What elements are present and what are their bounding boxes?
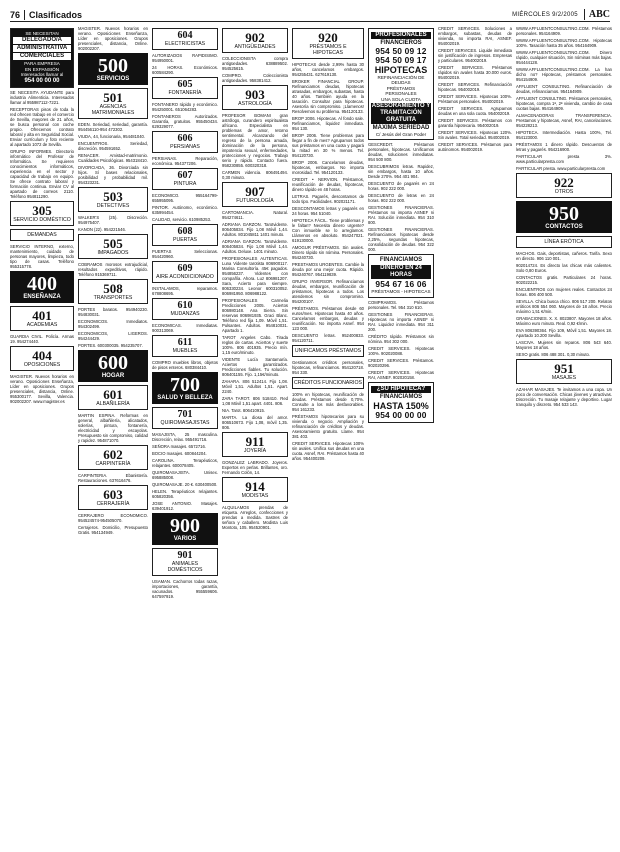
classified-ad: SEÑORA masajes. 6572716. xyxy=(152,444,207,449)
section-number: 922 xyxy=(554,175,574,190)
classified-ad: PERSIANAS. Reparación, económica. 954377206. xyxy=(152,156,218,166)
classified-ad: COMPRAMOS. Préstamos personales. Tel. 954 310 610. xyxy=(368,299,434,310)
classified-ad: PORTES baratos. 954940230. 954830031. xyxy=(78,307,148,317)
classified-ad: ECONOMICO. 955164799-655955095. xyxy=(152,193,218,203)
section-number: 903 xyxy=(245,87,265,102)
classified-ad: CREDIT SERVICES. Préstamos. 902020296. xyxy=(368,357,434,368)
column-5 xyxy=(292,26,364,844)
column-7 xyxy=(438,26,512,844)
ad-line: MÁXIMA SERIEDAD xyxy=(372,125,430,132)
classified-ad: WWW.AFFLUENTCONSULTING.COM. Préstamos personales. 954164909. xyxy=(516,26,612,36)
section-label: MUEBLES xyxy=(172,348,198,354)
classified-ad: DESCUBRIMOS letras. Rapidez, sin embargos, hasta 10 años. Desde 270%. 954 401 904. xyxy=(368,164,434,180)
section-number: 505 xyxy=(103,236,123,251)
classified-ad: CARTOMANCIA. Natural. 954274611. xyxy=(222,210,288,220)
classified-ad: CREDIT SERVICES. Refinanciación hipotecas. 954002019. xyxy=(438,82,512,92)
section-header-903 xyxy=(222,85,288,110)
classified-ad: MAGISTER. Nuevos horarios en verano. Oposiciones Enseñanza, Líder en oposiciones. Grupos presenciales, distancia, Online. 902002207. xyxy=(78,26,148,51)
section-number: 907 xyxy=(245,184,265,199)
ad-line: ASESORAMIENTO Y TRAMITACIÓN GRATUITA xyxy=(371,103,431,124)
classified-ad: COLECCIONISTA compra antigüedades. 638889502. 954525615. xyxy=(222,56,288,71)
section-number: 501 xyxy=(103,90,123,105)
section-header-503 xyxy=(78,187,148,212)
section-header-922 xyxy=(516,173,612,198)
ad-line: HASTA 150% xyxy=(373,400,429,411)
ad-line: PRÉSTAMOS - HIPOTECAS xyxy=(371,289,431,295)
section-number: 701 xyxy=(177,409,193,420)
ad-dinero-24h xyxy=(368,254,434,297)
classified-ad: PRÉSTAMOS hipotecarios para su vivienda o negocio. Ampliación y refinanciación de créditos y deudas. Asesoramiento gratuito. Llame. 954 381 403. xyxy=(292,414,364,439)
section-number: 951 xyxy=(554,361,574,376)
section-header-951 xyxy=(516,359,612,384)
ad-phone: 954 50 09 17 xyxy=(375,55,427,65)
classified-ad: MARTIN ESPINA. Reformas en general, albañilería, alicatados, solerías, pintura, fontanería, electricidad y escayolas. Presupuesto sin compromiso, calidad y rapidez. 954871070. xyxy=(78,413,148,443)
classified-ad: MACHOS. Gais, deportistas, cañeros. Tarifa. Sexo en directo. 906 110 001. xyxy=(516,251,612,261)
section-number: 503 xyxy=(103,189,123,204)
section-header-609 xyxy=(152,261,218,283)
column-3 xyxy=(152,26,218,844)
classified-ad: QUIROMASAJISTA. Unisex. 695885008. xyxy=(152,470,218,480)
section-label: PINTURA xyxy=(173,181,197,187)
classified-ad: FONTANERO rápido y económico. 954250001. 651064283. xyxy=(152,102,218,112)
section-header-unificamos xyxy=(292,345,364,357)
classified-ad: EDEN. Seriedad, seriedad, garantía. 954456110-954 472302. xyxy=(78,122,148,132)
classified-ad: 24 HORAS. Económicos. 600584290. xyxy=(152,65,218,75)
classified-ad: 902014724. Es directo las chicas más calientes. Solo 0,80 Euros. xyxy=(516,263,612,273)
section-label: ANIMALES DOMÉSTICOS xyxy=(167,561,203,573)
classified-ad: CREDIT SERVICES. Agrupamos deudas en una sola cuota. 954002019. xyxy=(438,106,512,116)
section-header-404 xyxy=(10,346,74,371)
classified-ad: VIDENTE Lucía Santamaría. Aciertos garantizados. Predicciones fiables. Tu solución. 806401155. Fijo. 1,15€/minuto. xyxy=(222,357,288,377)
classified-ad: CREDIT SERVICES. Préstamos para autónomos. 954002019. xyxy=(438,142,512,152)
ad-line: UNA SOLA CUOTA xyxy=(381,96,421,102)
section-header-914 xyxy=(222,477,288,502)
classified-ad: WALKER'S (25). Discreción. 954975407. xyxy=(78,215,148,225)
section-label: VARIOS xyxy=(173,536,197,542)
ad-phone: 954 67 16 06 xyxy=(375,279,427,290)
section-label: AIRE ACONDICIONADO xyxy=(156,274,214,280)
section-header-604 xyxy=(152,28,218,50)
ad-line: REFINANCIACIÓN DE DEUDAS xyxy=(377,75,425,86)
classified-ad: CREDIT SERVICES. Hipotecas 120%. Sin avales. Total seriedad. 954002019. xyxy=(438,130,512,140)
classified-ad: PROFESIONALES AUTENTICAS. Luna Vidente tarotista 806900117. Marisa Consultoría. 45€ pagados. 954856237. Videntes con compañía. Ahora. Luz 806981207. Sara, Acierto para siempre. 806330234. Leonor 600310052. 806981950. 806988122. xyxy=(222,256,288,296)
classified-ad: ZAHARA. 806 512414. Fijo 1,08. Móvil 1,51. Adultos 1,51. Apart. 2240. xyxy=(222,379,288,394)
section-label: OTROS xyxy=(554,189,574,195)
section-header-902 xyxy=(222,28,288,53)
section-header-911 xyxy=(222,432,288,457)
section-label: TRANSPORTES xyxy=(93,295,133,301)
section-label: CARPINTERÍA xyxy=(95,461,131,467)
ad-line: PRÉSTAMOS PERSONALES xyxy=(385,85,417,97)
section-header-907 xyxy=(222,182,288,207)
section-number: 610 xyxy=(177,300,193,311)
classified-ad: WWW.AFFLUENTCONSULTING.COM. Hipotecas 100%. Tasación hasta 35 años. 954164909. xyxy=(516,38,612,48)
classified-ad: PORTES. 600300035. 954235707. xyxy=(78,343,143,348)
section-header-901 xyxy=(152,548,218,576)
ad-line: DELEGADO/A xyxy=(13,37,71,44)
section-number: 601 xyxy=(103,387,123,402)
section-number: 901 xyxy=(177,550,193,561)
classified-ad: ADRIANA GARZON. Tarotvidente. 806405834. Fijo 1,08 Móvil 1,44. Adultos. Deluxe. 1401 minuto. xyxy=(222,239,288,254)
ad-line: HIPOTECAS xyxy=(374,65,428,75)
classified-ad: NIA. Tarot. 806410915. xyxy=(222,408,265,413)
classified-ad: MARTA. La diosa del amor. 806510673. Fijo 1,08, móvil 1,35. 806. xyxy=(222,415,288,430)
ad-line: PARA EMPRESA xyxy=(24,61,60,67)
page-header xyxy=(10,8,610,22)
classified-ad: AUTORIZADOS RAPIDISIMO. 954950001. xyxy=(152,53,218,63)
classified-ad: DESCUENTO de pagarés en 24 horas. 902 222 000. xyxy=(368,181,434,192)
section-number: 400 xyxy=(27,272,57,295)
classified-ad: CREDIT SERVICES. Hipotecas 100%. 902020088. xyxy=(368,345,434,356)
section-label: CRÉDITOS FUNCIONARIOS xyxy=(294,380,362,386)
section-number: 602 xyxy=(103,447,123,462)
classified-ad: CARPINTERIA. Ebanistería. Restauraciones. 637616476. xyxy=(78,473,148,483)
classified-ad: ENCUENTROS con mujeres reales. Contactos 24 horas. 806 400 500. xyxy=(516,287,612,297)
ad-line: ¿SU HIPOTECA? xyxy=(371,386,431,393)
classified-ad: DIVORCIADA, 36. Divorciada sin hijos. Sí bases relacionales, posibilidad y probabilidad mil. 954323231. xyxy=(78,165,148,185)
page-number: 76 xyxy=(10,9,21,20)
classified-ad: ALQUILAMOS prendas de etiqueta. Arreglos, confecciones y prendas a medida. Sastres de señora y caballero. Modista Luis Montoto, 105. 954520901. xyxy=(222,505,288,530)
section-header-950 xyxy=(516,201,612,233)
classified-ad: COBRAMOS morosos extrajudicial, resultados expeditivos, rápido. Teléfono 915369711. xyxy=(78,262,148,277)
section-number: 611 xyxy=(177,337,193,348)
section-title: Clasificados xyxy=(24,10,82,20)
classified-ad: LETRAS. Pagarés, descontamos de todo tipo. Facilidades. 902021171. xyxy=(292,194,364,204)
classified-ad: COMPRO. Coleccionista antigüedades. 958381412. xyxy=(222,73,288,83)
classified-ad: PROFESIONALES Carmelia Predicciones 2005. Aciertos 806980148. Ana Sierra. Sin reservas 806981935. Graci Blanc. Teléfono red fija 1,09. Móvil 1,51. Pulsantes. Adultos. 954810031. Apartado 1. xyxy=(222,298,288,333)
section-header-605 xyxy=(152,77,218,99)
section-number: 902 xyxy=(245,30,265,45)
section-number: 700 xyxy=(170,374,200,396)
classified-ad: AFFLUENT CONSULTING. Préstamos personales, hipotecas, compra 1ª, 2ª vivienda, cambio de casa cuotas bajas. 954164909. xyxy=(516,96,612,111)
classified-ad: PARTICULAR presta 3%. www.particularpresta.com xyxy=(516,154,612,164)
ad-line: FINANCIAMOS xyxy=(379,393,423,400)
section-number: 914 xyxy=(245,479,265,494)
ad-line: COMERCIALES xyxy=(13,53,71,60)
section-label: ELECTRICISTAS xyxy=(164,41,206,47)
classified-ad: CREDIT • NERVION. Préstamos, reunificación de deudas, hipotecas, dinero rápido en 48 horas. xyxy=(292,177,364,192)
classified-ad: SE NECESITA AYUDANTE para industria Alimenticia. Interesados llamar al 955987112-7221. xyxy=(10,89,74,105)
section-label: CONTACTOS xyxy=(545,224,583,230)
classified-ad: INSTALAMOS, reparamos. 678808695. xyxy=(152,286,218,296)
ad-line: SE NECESITAN xyxy=(25,31,59,36)
section-label: PUERTAS xyxy=(172,237,198,243)
classified-ad: CRÉDITO rápido. Préstamos sin nómina. 954 302 000. xyxy=(368,333,434,344)
section-label: JOYERÍA xyxy=(243,448,267,454)
section-label: PERSIANAS xyxy=(170,144,200,150)
ad-line: FINANCIAMOS xyxy=(379,257,423,264)
section-header-610 xyxy=(152,298,218,320)
section-number: 305 xyxy=(32,202,52,218)
section-label: DEMANDAS xyxy=(27,231,57,238)
section-label: SERVICIOS xyxy=(96,76,130,82)
section-label: SALUD Y BELLEZA xyxy=(157,395,213,401)
section-label: IMPAGADOS xyxy=(97,250,129,256)
classified-ad: 100% en hipotecas, reunificación de deudas. Préstamos desde 0,70%. Consulte a los más desfavorables. 954 161233. xyxy=(292,392,364,412)
column-1 xyxy=(10,26,74,844)
classified-ad: RECEPTORAS pisos de toda la red ofrecen trabajo en el comercio de Sevilla, mayores de 21 años, se busca personal con coche propio. Ofrecemos contrato laboral y alta en Seguridad Social. Enviar currículum y foto reciente al apartado 1072 de Sevilla. xyxy=(10,106,74,147)
section-header-600 xyxy=(78,350,148,382)
ad-phone: 954 00 00 00 xyxy=(375,409,427,420)
classified-ad: BROP 2006. Cancelamos deudas, hipotecas, embargos. No importa morosidad. Tel. 954120133. xyxy=(292,160,364,175)
classified-ad: CARMEN videncia. 806491494. 0,30 minuto. xyxy=(222,170,288,180)
section-label: ACADEMIAS xyxy=(26,321,58,328)
section-header-creditos xyxy=(292,377,364,389)
section-header-linea-erotica xyxy=(516,236,612,248)
section-number: 900 xyxy=(170,515,200,537)
classified-ad: GRUPO INVERSOR. Refinanciamos deudas, embargos, reunificación de préstamos, hipotecas a todos. Los atendemos sin compromiso. 954200107. xyxy=(292,279,364,304)
classified-ad: CREDIT SERVICES. Préstamos con garantía hipotecaria. 954002019. xyxy=(438,118,512,128)
section-number: 605 xyxy=(177,79,193,90)
section-header-602 xyxy=(78,445,148,470)
classified-ad: FONTANEROS Autorizados. Garantía, gratuitos. 955450434. 629329077. xyxy=(152,114,218,129)
section-header-608 xyxy=(152,224,218,246)
section-header-401 xyxy=(10,306,74,331)
section-label: PRÉSTAMOS E HIPOTECAS xyxy=(309,44,347,56)
classified-ad: AMOGUR PRÉSTAMOS. Sin avales. Dinero rápido sin nómina. Personales. 954240730. xyxy=(292,245,364,260)
classified-ad: MASAJISTA, 25 masculina. Discreción, relax. 955491716. xyxy=(152,432,218,442)
section-label: ANTIGÜEDADES xyxy=(234,44,276,50)
classified-ad: VIUDA, 44, funcionaria, 954481040. xyxy=(78,134,146,139)
classified-ad: HIPOTECAS desde 2,99% hasta 30 años, cancelamos embargos. 954255431. 627619130. xyxy=(292,62,364,77)
classified-ad: MAGISTER. Nuevos horarios en verano. Oposiciones Enseñanza, Líder en oposiciones. Grupos presenciales, distancia, Online. 955300177. Sevilla, Valencia. 902002207. www.magister.es xyxy=(10,373,74,404)
classified-ad: CREDIT SERVICES. Soluciones a embargos, subastas, deudas de vivienda, no importa RAI, ASNEF. 954002019. xyxy=(438,26,512,46)
classified-ad: GRABACIONES. X. X. 8023807. Mayores 18 años. Máximo euro minuto. Real. 0,92 €/min. xyxy=(516,316,612,326)
classified-ad: COMPRO muebles libros, objetos de pisos enteros. 680384410. xyxy=(152,360,218,370)
section-number: 606 xyxy=(177,133,193,144)
classified-ad: GRUPO INFORMES. Directorio informático del Profesor de Informática. Se requieren conocimientos informáticos, experiencia en el sector y capacidad de trabajo en equipo. Se ofrece contrato laboral y formación continua. Enviar CV al apartado de correos 2110. Teléfono 954811290. xyxy=(10,148,74,199)
classified-ad: DESCUENTO de letras en 24 horas. 902 222 000. xyxy=(368,193,434,204)
ad-delegado xyxy=(10,28,74,88)
ad-phone: 954 00 00 00 xyxy=(24,77,60,84)
classified-ad: HIPOTECA. Intermediación. Hasta 100%, Tel. 954123000. xyxy=(516,130,612,140)
classified-ad: PUERTAS Seleccionas. 954420960. xyxy=(152,249,218,259)
section-header-900 xyxy=(152,513,218,545)
section-label: SERVICIO DOMÉSTICO xyxy=(13,216,71,223)
classified-ad: CREDIT SERVICES. Liquide inmediata sin justificación de ingresos. Empresas y particulares. 954002019. xyxy=(438,48,512,63)
section-number: 401 xyxy=(32,307,52,323)
classified-ad: CREDIT SERVICES. Hipotecas RAI, ASNEF. 902020158. xyxy=(368,369,434,380)
newspaper-logo: ABC xyxy=(584,9,610,20)
section-label: UNIFICAMOS PRÉSTAMOS xyxy=(294,348,362,354)
section-header-700 xyxy=(152,372,218,404)
section-header-305 xyxy=(10,201,74,226)
classified-ad: SERVICIO INTERNO, externo, mantenimiento, cuidado de personas mayores, limpieza, todo tipo de casas. Teléfono 955315778. xyxy=(10,243,74,269)
classified-ad: BOCIO masajes. 600844204. xyxy=(152,451,207,456)
classified-ad: ENCUENTROS. Seriedad, discreción. 954591652. xyxy=(78,141,148,151)
section-label: ASTROLOGÍA xyxy=(238,101,272,107)
classified-ad: PRÉSTAMOS 1 dinero rápido. Descuentos de letras y pagarés. 954216900. xyxy=(516,142,612,152)
classified-ad: Gestionamos créditos personales, hipotecas, refinanciamos. 954120718. 954 330. xyxy=(292,360,364,375)
section-header-606 xyxy=(152,131,218,153)
classified-ad: CALIDAD, servicio. 610985253. xyxy=(152,217,212,222)
section-header-505 xyxy=(78,234,148,259)
section-label: ALBAÑILERÍA xyxy=(96,401,130,407)
classified-ad: PINTOR. Autónomo, económico. 635994454. xyxy=(152,205,218,215)
section-header-demandas xyxy=(10,229,74,241)
classified-ad: RENACER. Amistad-matrimonio. Cualidades Psicológicas. 954318410. xyxy=(78,153,148,163)
section-label: QUIROMASAJISTAS xyxy=(160,420,210,426)
classified-ad: ZARA TAROT. 806 518410. Red 1,08 Móvil 1,51 apart. 4401. 806. xyxy=(222,396,288,406)
classified-ad: BROKER FINANCIAL GROUP. Refinanciamos deudas, hipotecas atrasadas, embargos, subastas, hasta 40 años. También ayuda en la tasación. Consultar para hipotecas. Asesoría sin compromiso. ¡Llamenos! Resolvemos su problema. 954120133. xyxy=(292,79,364,114)
section-label: FUTUROLOGÍA xyxy=(236,198,274,204)
section-label: DETECTIVES xyxy=(96,203,130,209)
classified-ad: GESTIONES FINANCIERAS. Hipotecas no importa ASNEF ni RAI. Liquidez inmediata. 954 311 200. xyxy=(368,311,434,332)
section-label: OPOSICIONES xyxy=(23,361,61,368)
section-label: CERRAJERÍA xyxy=(96,501,130,507)
classified-ad: GESTIONES FINANCIERAS. Préstamos no importa ASNEF ni RAI. Solución inmediata. 954 310 800. xyxy=(368,205,434,226)
classified-ad: CAROLINA. Terapéuticos, relajantes. 600078405. xyxy=(152,458,218,468)
section-label: ENSEÑANZA xyxy=(23,293,61,300)
classified-ad: SEXO gratis. 806 488 301. 0,30 minuto. xyxy=(516,352,591,357)
section-number: 508 xyxy=(103,281,123,296)
section-header-611 xyxy=(152,335,218,357)
section-number: 607 xyxy=(177,170,193,181)
classified-ad: TAROT Angeles Cabo. Tirada reglos de cartas. Aciertos y suerte 100%. 806 401935. Precio mín. 1,15 euro/minuto. xyxy=(222,335,288,355)
section-number: 604 xyxy=(177,30,193,41)
ad-profesionales-financieros xyxy=(368,28,434,140)
classified-ad: PARTICULAR presta. www.particularpresta.com xyxy=(516,166,606,171)
classified-ad: SEVILLA. Chica busca chico. 806 517 200. Relatos eróticos 806 554 060. Mayores de 18 años. Precio máximo 1,51 €/min. xyxy=(516,299,612,314)
section-number: 609 xyxy=(177,263,193,274)
classified-ad: ALMACENADORAS TRANSFERENCIA. Prestamos y hipotecas, Asnef, RAI, cancelaciones. 954228213. xyxy=(516,113,612,128)
classified-ad: AFFLUENT CONSULTING. Refinanciación de deudas, refinanciamos. 954164909. xyxy=(516,84,612,94)
ad-line: FINANCIEROS xyxy=(380,40,422,46)
classified-ad: GESTIONES FINANCIERAS. Refinanciamos hipotecas desde 2,25%, segundas hipotecas, consolidación de deudas. 954 322 000. xyxy=(368,227,434,253)
section-number: 500 xyxy=(98,55,128,77)
classified-ad: CREDIT SERVICES. Hipotecas 100% sin avales. Unifica sus deudas en una cuota. Asnef, RAI. Préstamos hasta 40 años. 954400209. xyxy=(292,441,364,461)
classified-ad: ECONOMICOS, LIGEROS. 954244429. xyxy=(78,331,148,341)
classified-ad: ECONOMICOS. Inmediatos. 954302499. xyxy=(78,319,148,329)
classified-ad: BROP 2006. Tiene problemas para llegar a fin de mes? Agrupamos todos sus préstamos en una cuota y pagará la mitad en 30 % menos. Tel. 954120730. xyxy=(292,133,364,158)
classified-ad: DESCONTAMOS letras y pagarés en 24 horas. 954 51040. xyxy=(292,206,364,216)
column-6 xyxy=(368,26,434,844)
classified-ad: GONZALEZ LABRADO. Joyeros. Expertos en perlas. Brillantes, oro. Fernando Colón, 14. xyxy=(222,460,288,475)
classified-ad: EVA 806390364. Fijo 109, Móvil 1,51. Mayores 18. Apartado 10.200 Sevilla. xyxy=(516,328,612,338)
classified-ad: HELEN. Terapéuticos relajantes. 605820356. xyxy=(152,489,218,499)
classified-ad: BROP 2006. Hipotecas. Al fondo sale. Refinanciamos, liquidez inmediata. 954 130. xyxy=(292,116,364,131)
section-number: 404 xyxy=(32,347,52,363)
section-header-603 xyxy=(78,485,148,510)
section-label: MUDANZAS xyxy=(170,311,200,317)
classified-ad: WWW.AFFLUENTCONSULTING.COM. La han dicho no? Hipotecas, préstamos personales. 954154909. xyxy=(516,67,612,82)
ad-su-hipoteca xyxy=(368,382,434,423)
section-label: MODISTAS xyxy=(241,493,269,499)
classified-ad: CREDIT SERVICES. Hipotecas 100%. Préstamos personales. 954002019. xyxy=(438,94,512,104)
section-number: 608 xyxy=(177,226,193,237)
column-8 xyxy=(516,26,612,844)
section-header-607 xyxy=(152,168,218,190)
ad-line: PROFESIONALES xyxy=(371,32,431,39)
classified-ad: WWW.AFFLUENTCONSULTING.COM. Dinero rápido, cualquier situación, Sin nóminas más bajas. 954444128. xyxy=(516,50,612,65)
ad-line: EN EXPANSIÓN xyxy=(24,66,60,72)
section-label: MASAJES xyxy=(551,375,577,381)
section-header-500 xyxy=(78,53,148,85)
ad-line: Interesados llamar al xyxy=(20,72,64,78)
classified-ad: PROFESOR BOMANI gran astrólogo, curandero espiritualista africano. Especialista en problemas de amor, retorno sentimental. Alcanzando del regreso de la persona amada, dominación de la persona, impotencia sexual, enfermedades, protecciones y negocios. Trabajo serio y rápido. Contacto fuera. 958230855. 600320318. xyxy=(222,113,288,168)
section-label: HOGAR xyxy=(101,373,125,379)
classified-ad: CERRAJERO ECONOMICO. 954524574-954505070. xyxy=(78,513,148,523)
classified-ad: CREDIT SERVICES. Préstamos rápidos sin avales hasta 30.000 euros. 954002019. xyxy=(438,65,512,80)
column-2 xyxy=(78,26,148,844)
classified-ad: PRÉSTAMOS. Préstamos desde 60 euros/mes. Hipotecas hasta 40 años. Cancelamos embargos, deudas y reunificación. No importa Asnef. 954 123 000. xyxy=(292,306,364,331)
classified-ad: USAMAN. Cachorros todas razas, importaciones, garantía, vacunados. 955559606. 647597919. xyxy=(152,579,218,599)
section-header-400 xyxy=(10,271,74,303)
section-label: LÍNEA ERÓTICA xyxy=(544,239,584,245)
section-header-701 xyxy=(152,407,218,429)
classified-ad: Cerrajeros. Domicilio, Presupuesto Gratis. 954134949. xyxy=(78,525,148,535)
section-label: FONTANERÍA xyxy=(168,90,202,96)
classified-ad: AZAHAR MASAJES. Te invitamos a una copa. Un poco de conversación. Chicas jóvenes y atractivas. Discreción. Tu masaje relajante y deportivo. Lugar tranquilo y discreto. 954 533 143. xyxy=(516,387,612,407)
section-number: 600 xyxy=(98,352,128,374)
column-4 xyxy=(222,26,288,844)
classified-ad: ECONOMICAS. Inmediatas. 900313069. xyxy=(152,323,218,333)
section-header-501 xyxy=(78,88,148,119)
classified-ad: ADRIANA GARZON. Tarotvidente. 806405834. Fijo 1,08 Móvil 1,44. Adultos. 801045811 1401 minuto. xyxy=(222,222,288,237)
classified-ad: JOSE ANTONIO. Masajes. 639401912. xyxy=(152,501,218,511)
ad-phone: 954 50 09 12 xyxy=(375,46,427,56)
section-number: 920 xyxy=(318,30,338,45)
classified-ad: DESCUENTO letras. 952400833. 954120711. xyxy=(292,333,364,343)
ad-line: C/ Jesús del Gran Poder xyxy=(375,132,427,138)
issue-date: MIÉRCOLES 9/2/2005 xyxy=(512,11,578,18)
section-header-920 xyxy=(292,28,364,59)
section-number: 950 xyxy=(549,203,579,225)
classified-ad: CONTACTOS gratis. Particulares 24 horas. 902022215. xyxy=(516,275,612,285)
section-header-601 xyxy=(78,385,148,410)
classified-ad: GESCREDIT. Préstamos personales, hipotecas. Unificamos deudas, soluciones inmediatas. 954 500 800. xyxy=(368,142,434,163)
section-number: 603 xyxy=(103,487,123,502)
classified-ad: PRESTAMOS URGENTES. Cambie la deuda por una mejor cuota. Rápido. 954240767. 954119839. xyxy=(292,262,364,277)
ad-line: DINERO EN 24 HORAS xyxy=(371,265,431,279)
classified-ad: HIPOTECA FÁCIL. Tiene problemas y le faltan? Necesita dinero urgente? Con inmueble se lo arreglamos. Llámenos en absoluto. 954247021. 619130000. xyxy=(292,218,364,243)
section-header-508 xyxy=(78,279,148,304)
ad-line: ADMINISTRATIVA xyxy=(13,45,71,52)
section-number: 911 xyxy=(245,434,265,449)
classified-ad: GUARDIA CIVIL. Policía. Armas 19. 954274440. xyxy=(10,333,74,344)
section-label: AGENCIAS MATRIMONIALES xyxy=(91,104,135,116)
classified-ad: KANON (22). 954221546. xyxy=(78,227,126,232)
classified-ad: LASCIVA. Mujeres sin reparos. 806 543 640. Mayores 18 años. xyxy=(516,340,612,350)
classified-ad: QUIROMASAJE. 20 €. 630400500. xyxy=(152,482,218,487)
